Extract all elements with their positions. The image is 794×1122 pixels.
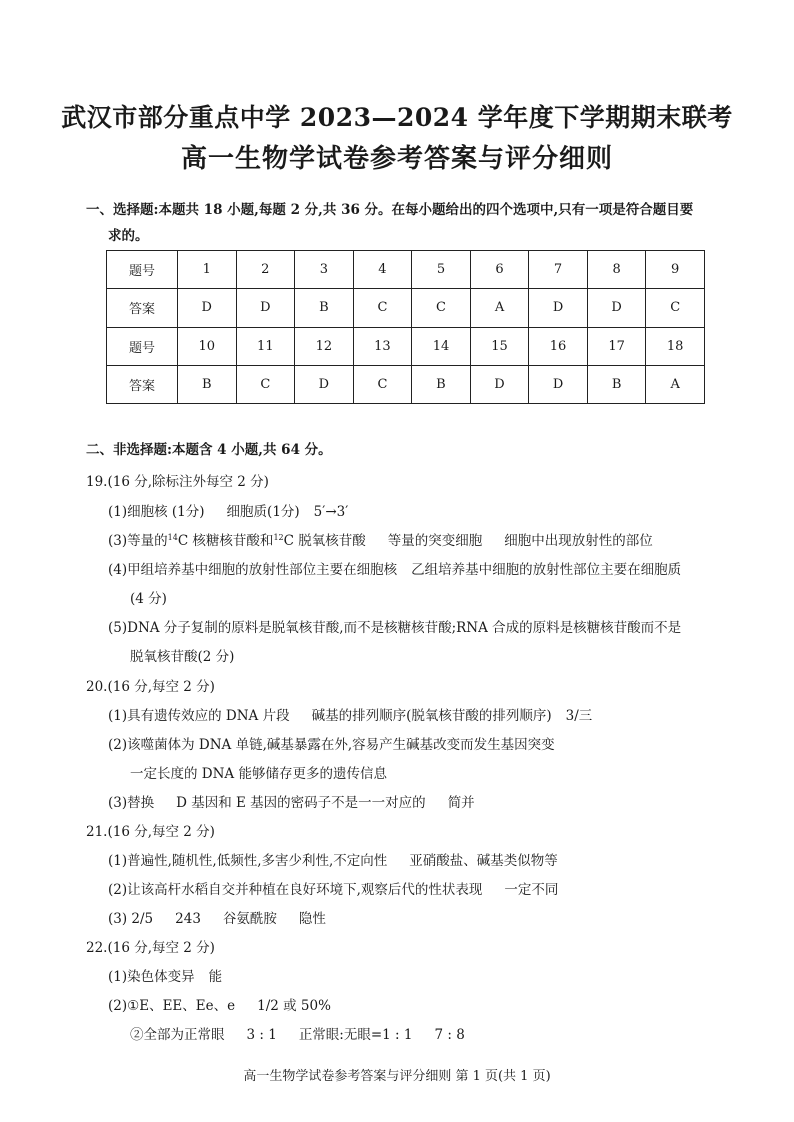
- q20-answer-1: [108, 704, 592, 724]
- answer-text: 细胞中出现放射性的部位: [504, 533, 653, 549]
- answer-cell: A: [470, 289, 529, 327]
- answer-cell: D: [178, 289, 237, 327]
- answer-text: 简并: [447, 795, 475, 811]
- q20-heading: 20.(16 分,每空 2 分): [86, 679, 215, 695]
- answer-cell: B: [178, 365, 237, 403]
- q19-answer-3: [108, 529, 653, 549]
- answer-text: (1)细胞核 (1分): [108, 504, 205, 520]
- choice-answer-table: [106, 250, 705, 404]
- answer-text: (3)等量的: [108, 533, 168, 549]
- q19-answer-5-cont: 脱氧核苷酸(2 分): [130, 649, 235, 665]
- answer-text: 隐性: [298, 911, 326, 927]
- answer-cell: B: [587, 365, 646, 403]
- question-number-cell: 5: [412, 251, 471, 289]
- answer-text: 谷氨酰胺: [222, 911, 277, 927]
- answer-text: ②全部为正常眼: [130, 1027, 225, 1043]
- answer-text: C 脱氧核苷酸: [283, 533, 366, 549]
- answer-cell: C: [412, 289, 471, 327]
- question-number-cell: 11: [236, 327, 295, 365]
- question-number-cell: 4: [353, 251, 412, 289]
- q19-answer-4: [108, 558, 681, 578]
- table-row: [107, 251, 705, 289]
- page-footer: 高一生物学试卷参考答案与评分细则 第 1 页(共 1 页): [243, 1069, 551, 1084]
- answer-text: 5′→3′: [313, 504, 349, 520]
- answer-text: (3)替换: [108, 795, 155, 811]
- question-number-cell: 17: [587, 327, 646, 365]
- answer-cell: D: [529, 365, 588, 403]
- question-number-cell: 18: [646, 327, 705, 365]
- answer-text: (1)普遍性,随机性,低频性,多害少利性,不定向性: [108, 853, 388, 869]
- answer-text: (1)染色体变异: [108, 969, 195, 985]
- table-row: [107, 289, 705, 327]
- answer-text: 亚硝酸盐、碱基类似物等: [409, 853, 558, 869]
- answer-text: 1/2 或 50%: [257, 998, 331, 1014]
- document-subtitle: 高一生物学试卷参考答案与评分细则: [180, 144, 613, 174]
- answer-text: (2)让该高杆水稻自交并种植在良好环境下,观察后代的性状表现: [108, 882, 483, 898]
- answer-text: (3) 2/5: [108, 911, 154, 927]
- q19-heading: 19.(16 分,除标注外每空 2 分): [86, 474, 269, 490]
- answer-cell: C: [353, 365, 412, 403]
- question-number-cell: 15: [470, 327, 529, 365]
- q20-answer-2: (2)该噬菌体为 DNA 单链,碱基暴露在外,容易产生碱基改变而发生基因突变: [108, 737, 555, 753]
- answer-text: 243: [175, 911, 201, 927]
- answer-text: 细胞质(1分): [226, 504, 300, 520]
- answer-cell: D: [470, 365, 529, 403]
- answer-text: 3 : 1: [246, 1027, 277, 1043]
- section1-heading: [86, 197, 726, 249]
- answer-text: (2)①E、EE、Ee、e: [108, 998, 236, 1014]
- answer-text: D 基因和 E 基因的密码子不是一一对应的: [176, 795, 426, 811]
- answer-cell: D: [295, 365, 354, 403]
- answer-text: C 核糖核苷酸和: [177, 533, 274, 549]
- row-label-answer: 答案: [107, 289, 178, 327]
- q21-answer-3: [108, 907, 326, 927]
- answer-cell: D: [529, 289, 588, 327]
- exam-title: 武汉市部分重点中学 2023—2024 学年度下学期期末联考: [61, 103, 733, 132]
- question-number-cell: 6: [470, 251, 529, 289]
- q21-heading: 21.(16 分,每空 2 分): [86, 824, 215, 840]
- table-row: [107, 327, 705, 365]
- question-number-cell: 13: [353, 327, 412, 365]
- question-number-cell: 7: [529, 251, 588, 289]
- section1-heading-line1: 一、选择题:本题共 18 小题,每题 2 分,共 36 分。在每小题给出的四个选项中,只有一项是符合题目要: [86, 202, 694, 218]
- answer-text: 7 : 8: [434, 1027, 465, 1043]
- answer-cell: D: [587, 289, 646, 327]
- section2-heading: 二、非选择题:本题含 4 小题,共 64 分。: [86, 442, 332, 458]
- question-number-cell: 14: [412, 327, 471, 365]
- answer-cell: D: [236, 289, 295, 327]
- answer-cell: C: [353, 289, 412, 327]
- q21-answer-2: [108, 878, 558, 898]
- question-number-cell: 3: [295, 251, 354, 289]
- question-number-cell: 2: [236, 251, 295, 289]
- answer-text: 能: [208, 969, 223, 985]
- answer-text: 碱基的排列顺序(脱氧核苷酸的排列顺序): [311, 708, 552, 724]
- answer-text: (4)甲组培养基中细胞的放射性部位主要在细胞核: [108, 562, 398, 578]
- answer-text: 乙组培养基中细胞的放射性部位主要在细胞质: [411, 562, 682, 578]
- question-number-cell: 8: [587, 251, 646, 289]
- question-number-cell: 10: [178, 327, 237, 365]
- answer-text: 3/三: [565, 708, 593, 724]
- q21-answer-1: [108, 849, 558, 869]
- table-row: [107, 365, 705, 403]
- answer-text: 一定不同: [504, 882, 559, 898]
- answer-cell: B: [412, 365, 471, 403]
- isotope-mark: 14: [167, 533, 178, 542]
- q22-heading: 22.(16 分,每空 2 分): [86, 940, 215, 956]
- question-number-cell: 9: [646, 251, 705, 289]
- q20-answer-2-cont: 一定长度的 DNA 能够储存更多的遗传信息: [130, 766, 387, 782]
- q22-answer-2: [108, 994, 331, 1014]
- q19-answer-5: (5)DNA 分子复制的原料是脱氧核苷酸,而不是核糖核苷酸;RNA 合成的原料是核糖核苷酸而不是: [108, 620, 682, 636]
- q22-answer-2-part2: [130, 1023, 465, 1043]
- question-number-cell: 16: [529, 327, 588, 365]
- row-label-number: 题号: [107, 251, 178, 289]
- answer-cell: C: [236, 365, 295, 403]
- q19-answer-1: [108, 500, 348, 520]
- q22-answer-1: [108, 965, 222, 985]
- answer-cell: B: [295, 289, 354, 327]
- row-label-number: 题号: [107, 327, 178, 365]
- answer-text: 等量的突变细胞: [387, 533, 483, 549]
- answer-text: 正常眼:无眼=1 : 1: [298, 1027, 413, 1043]
- q19-answer-4-score: (4 分): [130, 591, 167, 607]
- answer-cell: C: [646, 289, 705, 327]
- answer-cell: A: [646, 365, 705, 403]
- question-number-cell: 12: [295, 327, 354, 365]
- section1-heading-line2: 求的。: [108, 228, 149, 244]
- row-label-answer: 答案: [107, 365, 178, 403]
- isotope-mark: 12: [273, 533, 284, 542]
- q20-answer-3: [108, 791, 475, 811]
- question-number-cell: 1: [178, 251, 237, 289]
- answer-text: (1)具有遗传效应的 DNA 片段: [108, 708, 290, 724]
